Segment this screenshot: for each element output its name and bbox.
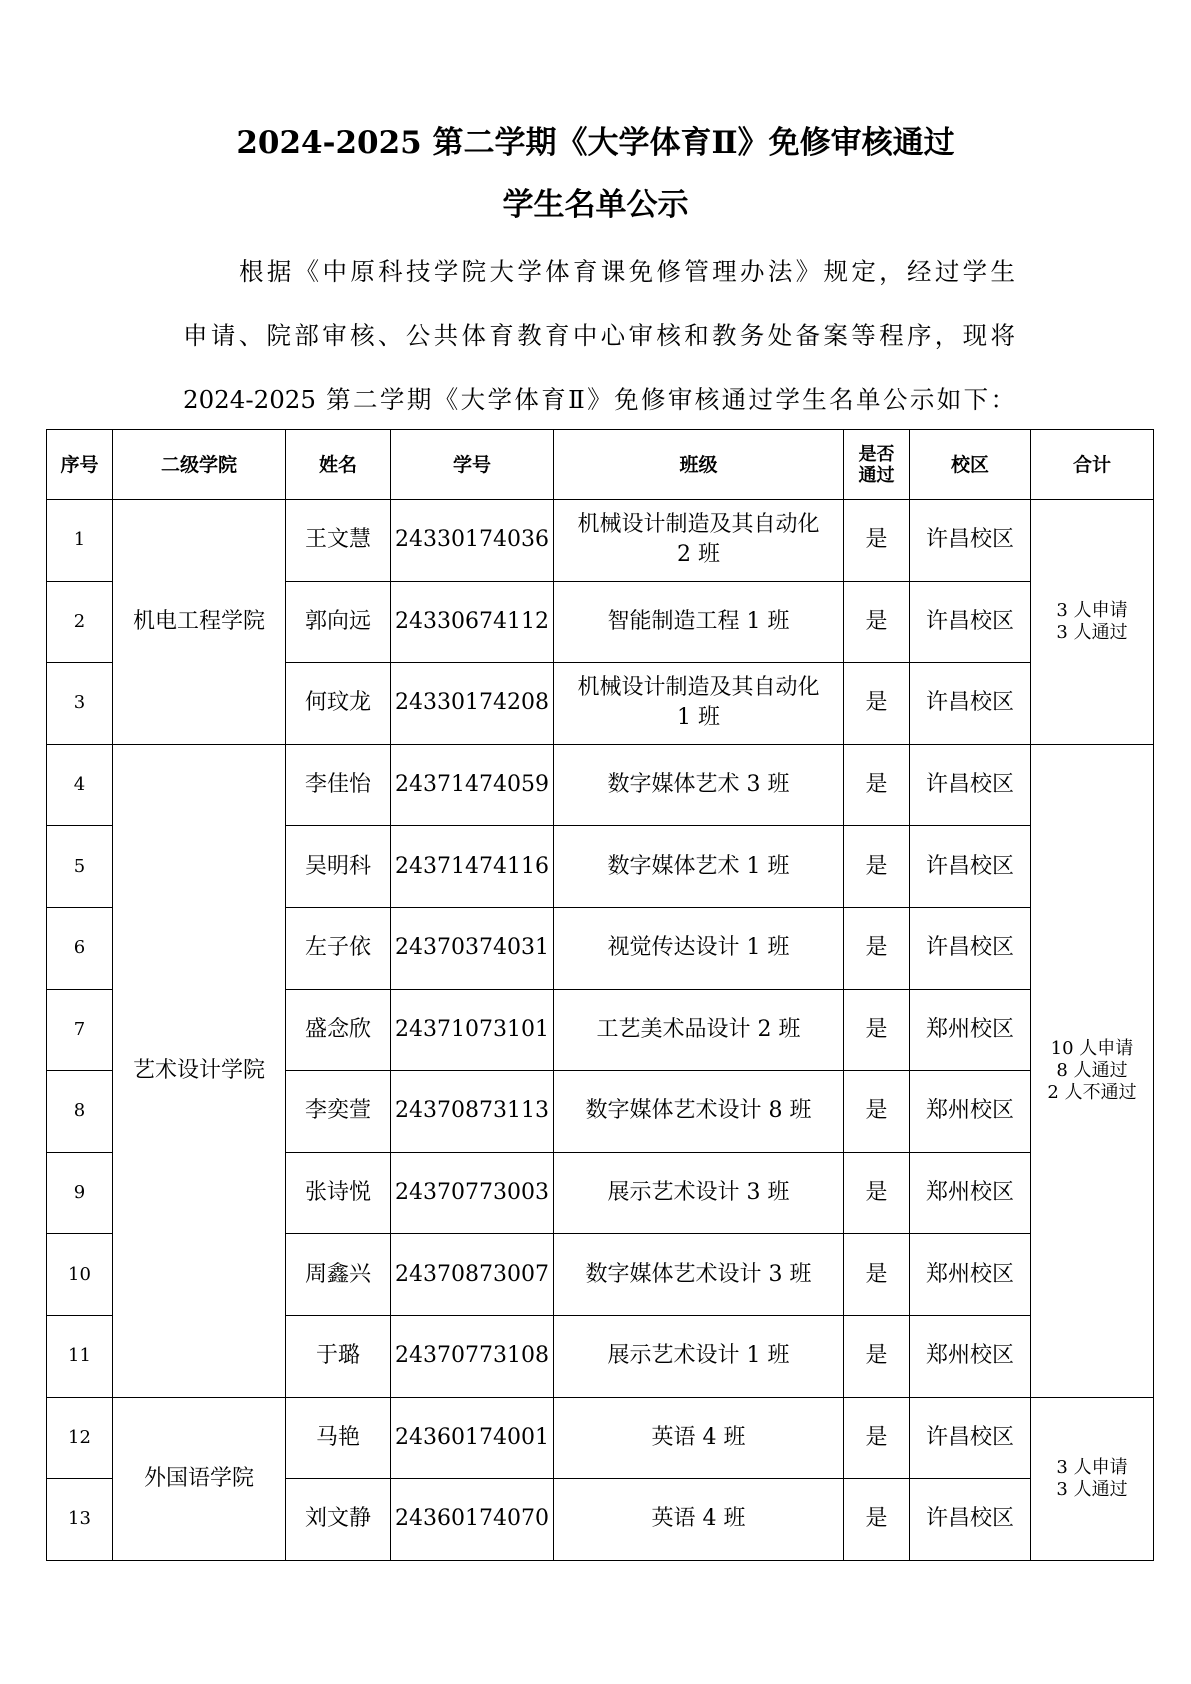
- cell-name: 马艳: [286, 1397, 391, 1479]
- cell-class-line-1: 数字媒体艺术设计 3 班: [585, 1261, 812, 1287]
- cell-class-line-1: 工艺美术品设计 2 班: [596, 1016, 801, 1042]
- cell-college: 外国语学院: [113, 1397, 286, 1560]
- cell-class: [554, 826, 844, 908]
- cell-class-line-2: 2 班: [677, 542, 720, 568]
- cell-class: [554, 1234, 844, 1316]
- cell-name: 吴明科: [286, 826, 391, 908]
- cell-student-id: 24371073101: [391, 989, 554, 1071]
- cell-passed: 是: [844, 1315, 910, 1397]
- cell-student-id: 24370873113: [391, 1071, 554, 1153]
- cell-class-line-1: 展示艺术设计 1 班: [607, 1343, 790, 1369]
- cell-campus: 许昌校区: [910, 826, 1031, 908]
- cell-class-line-2: 1 班: [677, 705, 720, 731]
- cell-campus: 郑州校区: [910, 1315, 1031, 1397]
- cell-name: 刘文静: [286, 1479, 391, 1561]
- cell-total: [1031, 1397, 1154, 1560]
- cell-passed: 是: [844, 581, 910, 663]
- cell-class: [554, 1479, 844, 1561]
- document-subtitle: 学生名单公示: [502, 187, 689, 223]
- cell-passed: 是: [844, 1479, 910, 1561]
- cell-total-line: 10 人申请: [1050, 1037, 1134, 1059]
- cell-passed: 是: [844, 1397, 910, 1479]
- cell-class-line-1: 展示艺术设计 3 班: [607, 1180, 790, 1206]
- cell-campus: 许昌校区: [910, 581, 1031, 663]
- cell-name: 王文慧: [286, 500, 391, 582]
- table-row: [47, 744, 1154, 826]
- intro-line-3: 2024-2025 第二学期《大学体育Ⅱ》免修审核通过学生名单公示如下：: [183, 385, 1015, 414]
- cell-campus: 郑州校区: [910, 1071, 1031, 1153]
- table-body: [47, 500, 1154, 1561]
- cell-class: [554, 500, 844, 582]
- cell-name: 何玟龙: [286, 663, 391, 745]
- cell-seq: 1: [47, 500, 113, 582]
- header-seq: 序号: [47, 430, 113, 500]
- cell-seq: 2: [47, 581, 113, 663]
- cell-seq: 3: [47, 663, 113, 745]
- cell-student-id: 24370873007: [391, 1234, 554, 1316]
- table-row: [47, 1397, 1154, 1479]
- cell-seq: 9: [47, 1152, 113, 1234]
- cell-class: [554, 663, 844, 745]
- cell-name: 于璐: [286, 1315, 391, 1397]
- cell-student-id: 24330174036: [391, 500, 554, 582]
- cell-seq: 10: [47, 1234, 113, 1316]
- intro-line-2: 申请、院部审核、公共体育教育中心审核和教务处备案等程序，现将: [183, 321, 1015, 350]
- header-passed-line-1: 是否: [858, 443, 895, 465]
- cell-class-line-1: 机械设计制造及其自动化: [577, 675, 820, 701]
- exemption-roster-table: [46, 429, 1154, 1561]
- document-title: 2024-2025 第二学期《大学体育Ⅱ》免修审核通过: [236, 125, 955, 161]
- cell-student-id: 24370773003: [391, 1152, 554, 1234]
- cell-passed: 是: [844, 907, 910, 989]
- header-class: 班级: [554, 430, 844, 500]
- header-student-id: 学号: [391, 430, 554, 500]
- header-name: 姓名: [286, 430, 391, 500]
- cell-name: 郭向远: [286, 581, 391, 663]
- cell-class: [554, 989, 844, 1071]
- cell-total-line: 3 人申请: [1056, 599, 1128, 621]
- cell-class: [554, 744, 844, 826]
- cell-passed: 是: [844, 663, 910, 745]
- cell-seq: 7: [47, 989, 113, 1071]
- cell-campus: 许昌校区: [910, 1397, 1031, 1479]
- cell-total-line: 3 人申请: [1056, 1456, 1128, 1478]
- cell-name: 左子依: [286, 907, 391, 989]
- cell-name: 周鑫兴: [286, 1234, 391, 1316]
- cell-class-line-1: 智能制造工程 1 班: [607, 608, 790, 634]
- cell-class-line-1: 机械设计制造及其自动化: [577, 512, 820, 538]
- cell-passed: 是: [844, 1152, 910, 1234]
- cell-class-line-1: 数字媒体艺术 3 班: [607, 772, 790, 798]
- intro-paragraph: [183, 240, 1015, 432]
- cell-name: 李佳怡: [286, 744, 391, 826]
- cell-college: 艺术设计学院: [113, 744, 286, 1397]
- cell-college: 机电工程学院: [113, 500, 286, 745]
- cell-campus: 郑州校区: [910, 1234, 1031, 1316]
- cell-total-line: 3 人通过: [1056, 1478, 1128, 1500]
- cell-student-id: 24330674112: [391, 581, 554, 663]
- cell-passed: 是: [844, 500, 910, 582]
- cell-seq: 5: [47, 826, 113, 908]
- cell-class: [554, 1071, 844, 1153]
- cell-name: 盛念欣: [286, 989, 391, 1071]
- cell-passed: 是: [844, 989, 910, 1071]
- cell-student-id: 24370374031: [391, 907, 554, 989]
- cell-passed: 是: [844, 826, 910, 908]
- cell-name: 李奕萱: [286, 1071, 391, 1153]
- cell-class-line-1: 英语 4 班: [651, 1506, 746, 1532]
- cell-campus: 许昌校区: [910, 744, 1031, 826]
- header-total: 合计: [1031, 430, 1154, 500]
- cell-passed: 是: [844, 1071, 910, 1153]
- header-college: 二级学院: [113, 430, 286, 500]
- cell-class: [554, 1152, 844, 1234]
- cell-student-id: 24360174070: [391, 1479, 554, 1561]
- cell-class-line-1: 英语 4 班: [651, 1424, 746, 1450]
- cell-total: [1031, 744, 1154, 1397]
- cell-seq: 4: [47, 744, 113, 826]
- cell-passed: 是: [844, 1234, 910, 1316]
- cell-class-line-1: 数字媒体艺术 1 班: [607, 853, 790, 879]
- cell-total: [1031, 500, 1154, 745]
- cell-campus: 许昌校区: [910, 500, 1031, 582]
- cell-total-line: 2 人不通过: [1047, 1081, 1137, 1103]
- cell-name: 张诗悦: [286, 1152, 391, 1234]
- table-header-row: [47, 430, 1154, 500]
- cell-seq: 6: [47, 907, 113, 989]
- cell-class-line-1: 数字媒体艺术设计 8 班: [585, 1098, 812, 1124]
- cell-class: [554, 907, 844, 989]
- cell-seq: 8: [47, 1071, 113, 1153]
- table-row: [47, 500, 1154, 582]
- cell-campus: 许昌校区: [910, 907, 1031, 989]
- cell-total-line: 3 人通过: [1056, 621, 1128, 643]
- cell-student-id: 24360174001: [391, 1397, 554, 1479]
- cell-seq: 11: [47, 1315, 113, 1397]
- header-campus: 校区: [910, 430, 1031, 500]
- cell-total-line: 8 人通过: [1056, 1059, 1128, 1081]
- cell-class: [554, 1315, 844, 1397]
- cell-passed: 是: [844, 744, 910, 826]
- header-passed: [844, 430, 910, 500]
- cell-student-id: 24370773108: [391, 1315, 554, 1397]
- cell-class: [554, 1397, 844, 1479]
- cell-student-id: 24371474116: [391, 826, 554, 908]
- cell-seq: 13: [47, 1479, 113, 1561]
- cell-student-id: 24330174208: [391, 663, 554, 745]
- cell-student-id: 24371474059: [391, 744, 554, 826]
- cell-campus: 许昌校区: [910, 1479, 1031, 1561]
- cell-campus: 郑州校区: [910, 989, 1031, 1071]
- header-passed-line-2: 通过: [858, 464, 895, 486]
- cell-seq: 12: [47, 1397, 113, 1479]
- cell-class-line-1: 视觉传达设计 1 班: [607, 935, 790, 961]
- intro-line-1: 根据《中原科技学院大学体育课免修管理办法》规定，经过学生: [239, 257, 1015, 286]
- cell-campus: 郑州校区: [910, 1152, 1031, 1234]
- cell-class: [554, 581, 844, 663]
- cell-campus: 许昌校区: [910, 663, 1031, 745]
